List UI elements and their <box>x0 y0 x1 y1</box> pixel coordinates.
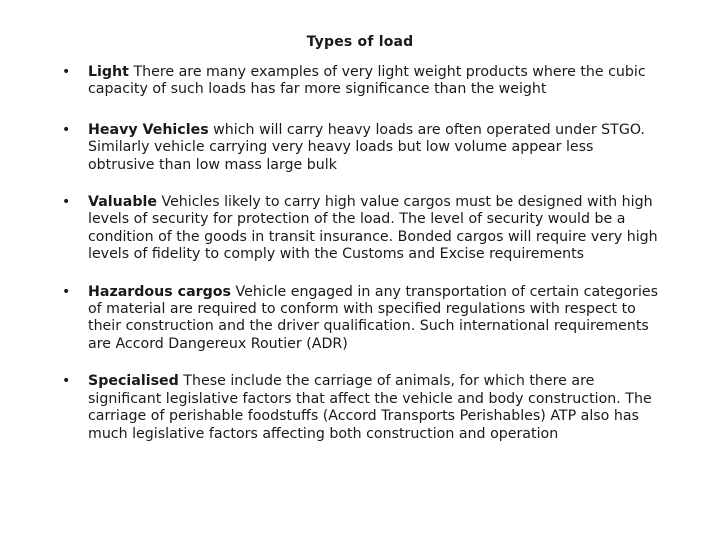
bullet-text: which will carry heavy loads are often operated under STGO. Similarly vehicle carrying very heavy loads but low volume appear less obtrusive than low mass large bulk <box>88 121 645 173</box>
bullet-heading: Heavy Vehicles <box>88 121 209 138</box>
bullet-item-valuable <box>62 194 662 264</box>
bullet-heading: Specialised <box>88 373 179 390</box>
bullet-text: Vehicle engaged in any transportation of certain categories of material are required to conform with specified regulations with respect to their construction and the driver qualification. Such international requirements are Accord Dangereux Routier (ADR) <box>88 283 659 352</box>
bullet-text: These include the carriage of animals, for which there are significant legislative factors that affect the vehicle and body construction. The carriage of perishable foodstuffs (Accord Transports Perishables) ATP also has much legislative factors affecting both construction and operation <box>88 373 652 442</box>
bullet-item-heavy-vehicles <box>62 122 662 174</box>
bullet-item-specialised <box>62 373 662 443</box>
bullet-icon: • <box>62 283 71 300</box>
bullet-heading: Light <box>88 64 129 80</box>
bullet-text: Vehicles likely to carry high value cargos must be designed with high levels of security for protection of the load. The level of security would be a condition of the goods in transit insurance. Bonded cargos will require very high levels of fidelity to comply with the Customs and Excise requirements <box>88 194 658 263</box>
bullet-text: There are many examples of very light weight products where the cubic capacity of such loads has far more significance than the weight <box>88 64 646 98</box>
bullet-icon: • <box>62 373 71 390</box>
bullet-heading: Hazardous cargos <box>88 283 231 300</box>
bullet-item-light <box>62 64 662 99</box>
bullet-icon: • <box>62 194 71 211</box>
bullet-icon: • <box>62 121 71 138</box>
bullet-icon: • <box>62 64 71 80</box>
slide-title: Types of load <box>306 34 414 50</box>
bullet-list <box>62 64 662 443</box>
bullet-item-hazardous-cargos <box>62 284 662 354</box>
bullet-heading: Valuable <box>88 194 157 211</box>
